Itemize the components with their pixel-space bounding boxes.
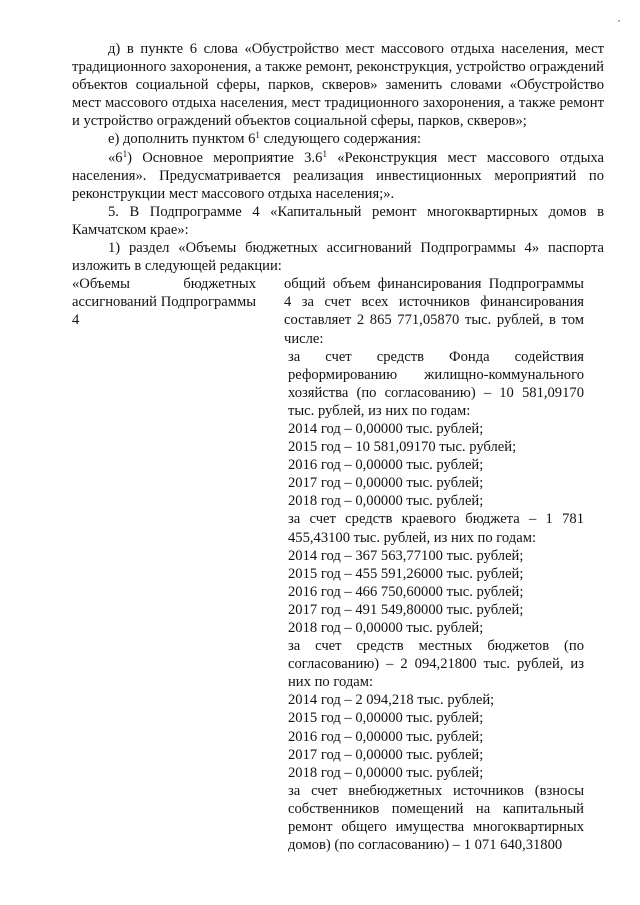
year-line: 2016 год – 0,00000 тыс. рублей; (288, 728, 484, 745)
year-line: 2018 год – 0,00000 тыс. рублей; (288, 620, 484, 636)
paragraph-1: 1) раздел «Объемы бюджетных ассигнований Подпрограммы 4» паспорта изложить в следующей редакции: (72, 240, 604, 275)
year-line: 2014 год – 2 094,218 тыс. рублей; (288, 692, 495, 709)
superscript: 1 (122, 148, 128, 159)
passport-total: общий объем финансирования Подпрограммы 4 за счет всех источников финансирования составляет 2 865 771,05870 тыс. рублей, в том числе: (284, 276, 584, 347)
quote-start: «6 (108, 149, 123, 166)
year-line: 2016 год – 0,00000 тыс. рублей; (288, 457, 484, 474)
year-line: 2014 год – 367 563,77100 тыс. рублей; (288, 547, 524, 564)
local-intro: за счет средств местных бюджетов (по согласованию) – 2 094,21800 тыс. рублей, из них по годам: (288, 638, 584, 691)
quote-end: «Реконструкция мест массового отдыха населения». Предусматривается реализация инвестиционных мероприятий по реконструкции мест массового отдыха населения;». (72, 149, 604, 202)
paragraph-e-text: е) дополнить пунктом 6 (108, 131, 256, 148)
year-line: 2017 год – 0,00000 тыс. рублей; (288, 475, 484, 492)
paragraph-d: д) в пункте 6 слова «Обустройство мест массового отдыха населения, мест традиционного захоронения, а также ремонт, реконструкция, устройство ограждений объектов социальной сферы, парков, скверов» заменить словами «Обустройство мест массового отдыха населения, мест традиционного захоронения, а также ремонт и устройство ограждений объектов социальной сферы, парков, скверов»; (72, 41, 604, 130)
passport-right-column (284, 275, 584, 854)
regional-intro: за счет средств краевого бюджета – 1 781 455,43100 тыс. рублей, из них по годам: (288, 511, 584, 546)
paragraph-5: 5. В Подпрограмме 4 «Капитальный ремонт многоквартирных домов в Камчатском крае»: (72, 203, 604, 238)
year-line: 2015 год – 455 591,26000 тыс. рублей; (288, 565, 524, 582)
passport-left-column (72, 275, 272, 854)
year-line: 2018 год – 0,00000 тыс. рублей; (288, 764, 484, 781)
fund-intro: за счет средств Фонда содействия реформированию жилищно-коммунального хозяйства (по согласованию) – 10 581,09170 тыс. рублей, из них по годам: (288, 348, 584, 419)
year-line: 2015 год – 10 581,09170 тыс. рублей; (288, 439, 517, 456)
fund-block (284, 348, 584, 855)
year-line: 2015 год – 0,00000 тыс. рублей; (288, 710, 484, 727)
quote-middle: ) Основное мероприятие 3.6 (127, 149, 323, 166)
superscript: 1 (255, 130, 260, 141)
extrabudget-intro: за счет внебюджетных источников (взносы собственников помещений на капитальный ремонт общего имущества многоквартирных домов) (по согласованию) – 1 071 640,31800 (288, 782, 584, 854)
year-line: 2014 год – 0,00000 тыс. рублей; (288, 420, 484, 437)
superscript: 1 (322, 148, 327, 159)
passport-table (72, 275, 604, 854)
passport-label: «Объемы бюджетных ассигнований Подпрограммы 4 (72, 276, 256, 329)
paragraph-quote-6-1 (72, 149, 604, 203)
year-line: 2016 год – 466 750,60000 тыс. рублей; (288, 583, 524, 600)
year-line: 2017 год – 0,00000 тыс. рублей; (288, 746, 484, 763)
paragraph-e (72, 130, 604, 148)
scan-speck (618, 20, 620, 22)
year-line: 2018 год – 0,00000 тыс. рублей; (288, 493, 484, 510)
paragraph-e-text-end: следующего содержания: (259, 131, 422, 148)
year-line: 2017 год – 491 549,80000 тыс. рублей; (288, 601, 524, 618)
